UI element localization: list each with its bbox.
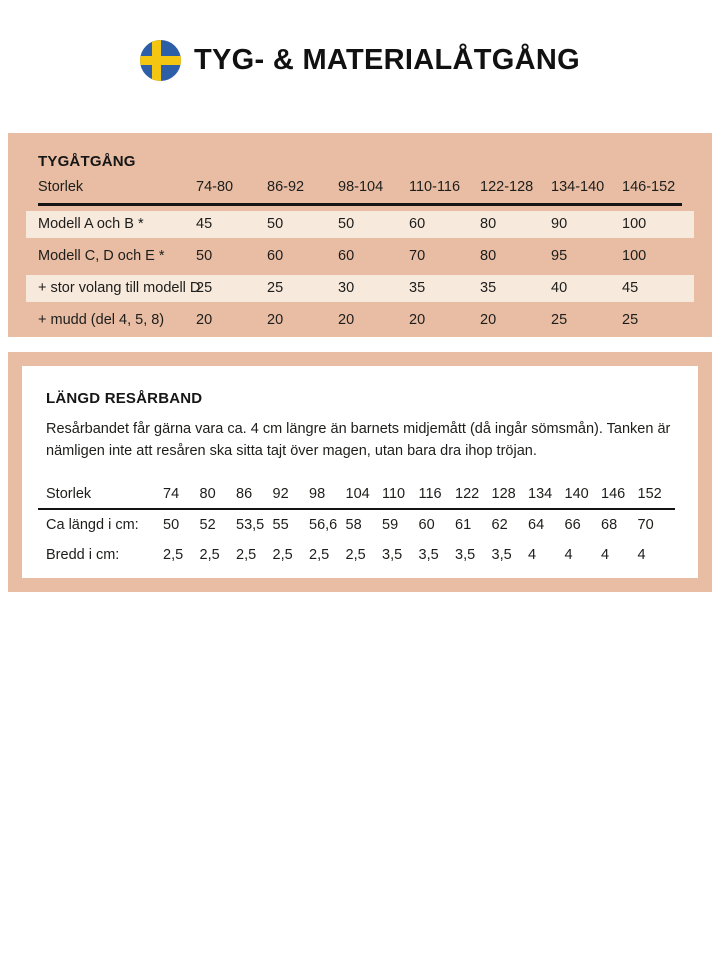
elastic-length-panel bbox=[8, 352, 712, 592]
value-cell: 20 bbox=[338, 312, 355, 328]
row-label: Bredd i cm: bbox=[46, 546, 120, 563]
value-cell: 64 bbox=[528, 516, 545, 533]
value-cell: 35 bbox=[480, 280, 497, 296]
size-column-header: 86-92 bbox=[267, 178, 305, 195]
size-column-header: 128 bbox=[491, 485, 516, 502]
value-cell: 20 bbox=[480, 312, 497, 328]
value-cell: 3,5 bbox=[382, 546, 403, 563]
value-cell: 20 bbox=[196, 312, 213, 328]
value-cell: 60 bbox=[338, 248, 355, 264]
page-header bbox=[0, 40, 720, 81]
value-cell: 2,5 bbox=[199, 546, 220, 563]
value-cell: 2,5 bbox=[345, 546, 366, 563]
value-cell: 70 bbox=[409, 248, 426, 264]
size-column-header: 134-140 bbox=[551, 178, 605, 195]
value-cell: 45 bbox=[622, 280, 639, 296]
size-column-header: 116 bbox=[418, 485, 442, 502]
elastic-length-table-body bbox=[46, 510, 674, 570]
size-column-header: 98-104 bbox=[338, 178, 384, 195]
fabric-usage-row bbox=[26, 211, 694, 238]
flag-horizontal-bar bbox=[140, 56, 181, 65]
value-cell: 52 bbox=[199, 516, 216, 533]
value-cell: 60 bbox=[418, 516, 435, 533]
value-cell: 90 bbox=[551, 216, 568, 232]
value-cell: 66 bbox=[564, 516, 581, 533]
value-cell: 80 bbox=[480, 216, 497, 232]
size-column-header: 122-128 bbox=[480, 178, 534, 195]
row-label: Ca längd i cm: bbox=[46, 516, 139, 533]
value-cell: 25 bbox=[267, 280, 284, 296]
value-cell: 20 bbox=[409, 312, 426, 328]
value-cell: 25 bbox=[622, 312, 639, 328]
size-column-header: 134 bbox=[528, 485, 553, 502]
value-cell: 20 bbox=[267, 312, 284, 328]
size-column-header: 92 bbox=[272, 485, 289, 502]
size-column-header: 104 bbox=[345, 485, 370, 502]
size-column-header: 86 bbox=[236, 485, 253, 502]
elastic-length-heading: LÄNGD RESÅRBAND bbox=[46, 390, 203, 407]
value-cell: 45 bbox=[196, 216, 213, 232]
value-cell: 4 bbox=[601, 546, 610, 563]
value-cell: 2,5 bbox=[309, 546, 330, 563]
value-cell: 80 bbox=[480, 248, 497, 264]
value-cell: 2,5 bbox=[236, 546, 257, 563]
value-cell: 3,5 bbox=[418, 546, 439, 563]
value-cell: 2,5 bbox=[272, 546, 293, 563]
value-cell: 55 bbox=[272, 516, 289, 533]
value-cell: 100 bbox=[622, 248, 647, 264]
value-cell: 50 bbox=[196, 248, 213, 264]
size-column-header: 146-152 bbox=[622, 178, 676, 195]
value-cell: 95 bbox=[551, 248, 568, 264]
size-column-header: 140 bbox=[564, 485, 589, 502]
elastic-length-row bbox=[46, 510, 674, 540]
value-cell: 61 bbox=[455, 516, 472, 533]
swedish-flag-icon bbox=[140, 40, 181, 81]
value-cell: 2,5 bbox=[163, 546, 184, 563]
value-cell: 59 bbox=[382, 516, 399, 533]
size-column-header: 122 bbox=[455, 485, 480, 502]
value-cell: 68 bbox=[601, 516, 618, 533]
elastic-length-card bbox=[22, 366, 698, 578]
size-column-header: 152 bbox=[637, 485, 662, 502]
value-cell: 4 bbox=[564, 546, 573, 563]
size-row-label: Storlek bbox=[46, 485, 92, 502]
size-column-header: 146 bbox=[601, 485, 626, 502]
row-label: + stor volang till modell D bbox=[38, 280, 201, 296]
size-column-header: 80 bbox=[199, 485, 216, 502]
value-cell: 25 bbox=[551, 312, 568, 328]
value-cell: 100 bbox=[622, 216, 647, 232]
value-cell: 70 bbox=[637, 516, 654, 533]
header-divider bbox=[38, 203, 682, 206]
value-cell: 3,5 bbox=[455, 546, 476, 563]
fabric-usage-row bbox=[26, 307, 694, 334]
row-label: Modell A och B * bbox=[38, 216, 144, 232]
size-column-header: 110-116 bbox=[409, 178, 461, 195]
size-row-label: Storlek bbox=[38, 178, 84, 195]
fabric-usage-row bbox=[26, 243, 694, 270]
value-cell: 30 bbox=[338, 280, 355, 296]
row-label: + mudd (del 4, 5, 8) bbox=[38, 312, 165, 328]
value-cell: 40 bbox=[551, 280, 568, 296]
value-cell: 56,6 bbox=[309, 516, 338, 533]
value-cell: 50 bbox=[267, 216, 284, 232]
value-cell: 4 bbox=[637, 546, 646, 563]
fabric-usage-row bbox=[26, 275, 694, 302]
row-label: Modell C, D och E * bbox=[38, 248, 165, 264]
value-cell: 25 bbox=[196, 280, 213, 296]
fabric-usage-heading: TYGÅTGÅNG bbox=[38, 153, 136, 170]
value-cell: 58 bbox=[345, 516, 362, 533]
value-cell: 50 bbox=[163, 516, 180, 533]
size-column-header: 98 bbox=[309, 485, 326, 502]
fabric-usage-table-body bbox=[26, 211, 694, 334]
value-cell: 60 bbox=[267, 248, 284, 264]
value-cell: 4 bbox=[528, 546, 537, 563]
value-cell: 35 bbox=[409, 280, 426, 296]
size-column-header: 74-80 bbox=[196, 178, 234, 195]
elastic-size-header-row bbox=[46, 480, 674, 508]
size-column-header: 110 bbox=[382, 485, 406, 502]
value-cell: 50 bbox=[338, 216, 355, 232]
size-column-header: 74 bbox=[163, 485, 180, 502]
value-cell: 3,5 bbox=[491, 546, 512, 563]
page-title: TYG- & MATERIALÅTGÅNG bbox=[194, 44, 580, 76]
elastic-length-description: Resårbandet får gärna vara ca. 4 cm längre än barnets midjemått (då ingår sömsmån). Tanken är nämligen inte att resåren ska sitta tajt över magen, utan bara dra ihop tröjan. bbox=[46, 421, 671, 460]
value-cell: 53,5 bbox=[236, 516, 265, 533]
fabric-usage-size-header-row bbox=[26, 170, 694, 203]
value-cell: 62 bbox=[491, 516, 508, 533]
fabric-usage-panel bbox=[8, 133, 712, 337]
elastic-length-row bbox=[46, 540, 674, 570]
value-cell: 60 bbox=[409, 216, 426, 232]
